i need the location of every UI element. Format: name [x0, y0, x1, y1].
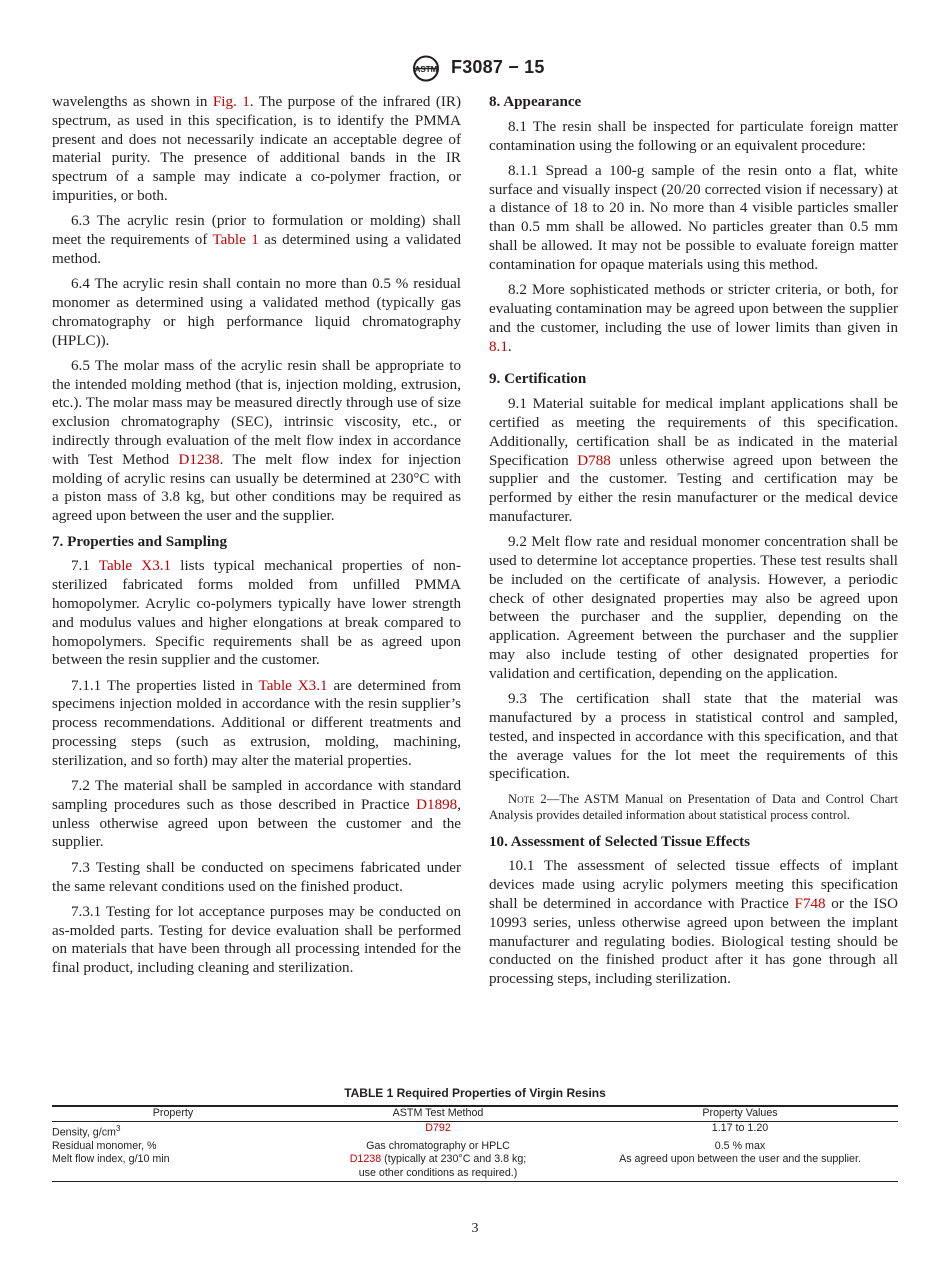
paragraph-9-3: 9.3 The certification shall state that the material was manufactured by a process in statistical control and sampled, tested, and inspected in accordance with this specification, and that the average values for the lot meet the requirements of this specification.	[489, 691, 898, 783]
d1238-table-link[interactable]: D1238	[349, 1153, 382, 1166]
header-property: Property	[152, 1107, 194, 1119]
section-7-heading: 7. Properties and Sampling	[52, 533, 227, 550]
page-number: 3	[471, 1221, 479, 1236]
table-header-row	[52, 1106, 898, 1121]
paragraph-8-1-1: 8.1.1 Spread a 100-g sample of the resin onto a flat, white surface and visually inspect (20/20 corrected vision if necessary) at a distance of 18 to 20 in. No more than 4 visible particles smaller than 0.5 mm shall be allowed. No particles greater than 0.5 mm shall be allowed. It may not be possible to evaluate foreign matter contamination for opaque materials using this method.	[489, 162, 898, 273]
table-row	[52, 1121, 898, 1140]
cell-test-method	[294, 1121, 582, 1140]
d792-link[interactable]: D792	[425, 1121, 451, 1134]
paragraph-7-3: 7.3 Testing shall be conducted on specimens fabricated under the same relevant conditions used on the finished product.	[52, 859, 461, 895]
cell-test-method: D1238 (typically at 230°C and 3.8 kg; use other conditions as required.)	[349, 1153, 527, 1179]
page-header	[0, 52, 950, 86]
paragraph-6-5: 6.5 The molar mass of the acrylic resin shall be appropriate to the intended molding method (that is, injection molding, extrusion, etc.). The molar mass may be measured directly through use of size exclusion chromatography (SEC), intrinsic viscosity, etc., or indirectly through evaluation of the melt flow index in accordance with Test Method D1238. The melt flow index for injection molding of acrylic resins can usually be determined at 230°C with a piston mass of 3.8 kg, but other conditions may be required as agreed upon between the user and the supplier.	[52, 357, 461, 525]
paragraph-7-1: 7.1 Table X3.1 lists typical mechanical properties of non-sterilized fabricated forms molded from unfilled PMMA homopolymer. Acrylic co-polymers typically have lower strength and modulus values and higher elongations at break compared to homopolymers. Specific requirements shall be as agreed upon between the resin supplier and the customer.	[52, 558, 461, 669]
cell-property-value: 1.17 to 1.20	[711, 1121, 769, 1134]
table-x3-1-link[interactable]: Table X3.1	[98, 558, 172, 575]
paragraph-9-2: 9.2 Melt flow rate and residual monomer concentration shall be used to determine lot acceptance properties. These test results shall be included on the certificate of analysis. However, a periodic check of other designated properties may also be agreed upon between the purchaser and the supplier, depending on the application. Agreement between the purchaser and the supplier may also include testing of other designated properties for validation and certification, depending on the application.	[489, 534, 898, 682]
table-1-title: TABLE 1 Required Properties of Virgin Resins	[344, 1086, 606, 1100]
fig-1-link[interactable]: Fig. 1	[212, 94, 250, 110]
header-property-values: Property Values	[702, 1107, 778, 1119]
right-column	[489, 93, 898, 995]
paragraph-6-4: 6.4 The acrylic resin shall contain no more than 0.5 % residual monomer as determined using a validated method (typically gas chromatography or high performance liquid chromatography (HPLC)).	[52, 276, 461, 349]
cell-property: Melt flow index, g/10 min	[52, 1153, 170, 1166]
cell-property-value: As agreed upon between the user and the supplier.	[619, 1153, 861, 1166]
cell-property: Residual monomer, %	[52, 1139, 157, 1152]
header-test-method: ASTM Test Method	[392, 1107, 484, 1119]
paragraph-8-1: 8.1 The resin shall be inspected for particulate foreign matter contamination using the following or an equivalent procedure:	[489, 118, 898, 154]
section-8-1-link[interactable]: 8.1	[489, 338, 508, 355]
table-row	[52, 1140, 898, 1154]
d788-link[interactable]: D788	[577, 452, 611, 469]
paragraph-7-2: 7.2 The material shall be sampled in accordance with standard sampling procedures such as those described in Practice D1898, unless otherwise agreed upon between the customer and the supplier.	[52, 778, 461, 851]
astm-logo-text: ASTM	[414, 65, 438, 74]
paragraph-10-1: 10.1 The assessment of selected tissue effects of implant devices made using acrylic polymers meeting this specification shall be determined in accordance with Practice F748 or the ISO 10993 series, unless otherwise agreed upon between the implant manufacturer and regulating bodies. Biological testing should be conducted on the finished product after it has gone through all processing steps, including sterilization.	[489, 858, 899, 988]
cell-property: Density, $g/cm^3$	[52, 1123, 121, 1139]
cell-test-method: Gas chromatography or HPLC	[366, 1139, 510, 1152]
paragraph-6-3: 6.3 The acrylic resin (prior to formulation or molding) shall meet the requirements of Table 1 as determined using a validated method.	[52, 213, 461, 267]
table-row	[52, 1153, 898, 1181]
paragraph-8-2: 8.2 More sophisticated methods or stricter criteria, or both, for evaluating contamination may be agreed upon between the supplier and the customer, including the use of lower limits than given in 8.1.	[489, 282, 898, 355]
standard-designation: F3087 − 15	[451, 57, 545, 77]
table-x3-1-link-2[interactable]: Table X3.1	[258, 677, 328, 694]
d1238-link[interactable]: D1238	[178, 451, 220, 468]
section-9-heading: 9. Certification	[489, 371, 587, 388]
f748-link[interactable]: F748	[794, 895, 826, 912]
d1898-link[interactable]: D1898	[416, 796, 458, 813]
table-1-link[interactable]: Table 1	[212, 232, 259, 249]
section-8-heading: 8. Appearance	[489, 94, 582, 110]
left-column	[52, 93, 461, 985]
paragraph-9-1: 9.1 Material suitable for medical implant applications shall be certified as meeting the requirements of this specification. Additionally, certification shall be as indicated in the material Specification D788 unless otherwise agreed upon between the supplier and the customer. Testing and certification may be performed by either the resin manufacturer or the medical device manufacturer.	[489, 396, 899, 525]
astm-logo-icon	[409, 55, 443, 82]
section-10-heading: 10. Assessment of Selected Tissue Effects	[489, 833, 751, 850]
cell-property-value: 0.5 % max	[714, 1139, 766, 1152]
paragraph-6-2-continued: wavelengths as shown in Fig. 1. The purpose of the infrared (IR) spectrum, as used in this specification, is to identify the PMMA present and does not necessarily indicate an acceptable degree of material purity. The presence of additional bands in the IR spectrum of a sample may indicate a co-polymer fraction, or impurities, or both.	[52, 94, 461, 204]
paragraph-7-1-1: 7.1.1 The properties listed in Table X3.1 are determined from specimens injection molded in accordance with the resin supplier’s process recommendations. Additional or different treatments and processing steps (such as extrusion, molding, machining, sterilization, and so forth) may alter the material properties.	[52, 677, 461, 769]
table-1	[52, 1105, 898, 1182]
paragraph-7-3-1: 7.3.1 Testing for lot acceptance purposes may be conducted on as-molded parts. Testing for device evaluation shall be performed on materials that have been through all processing intended for the final product, including cleaning and sterilization.	[52, 903, 461, 977]
note-2: Note 2—The ASTM Manual on Presentation of Data and Control Chart Analysis provides detailed information about statistical process control.	[489, 791, 898, 822]
